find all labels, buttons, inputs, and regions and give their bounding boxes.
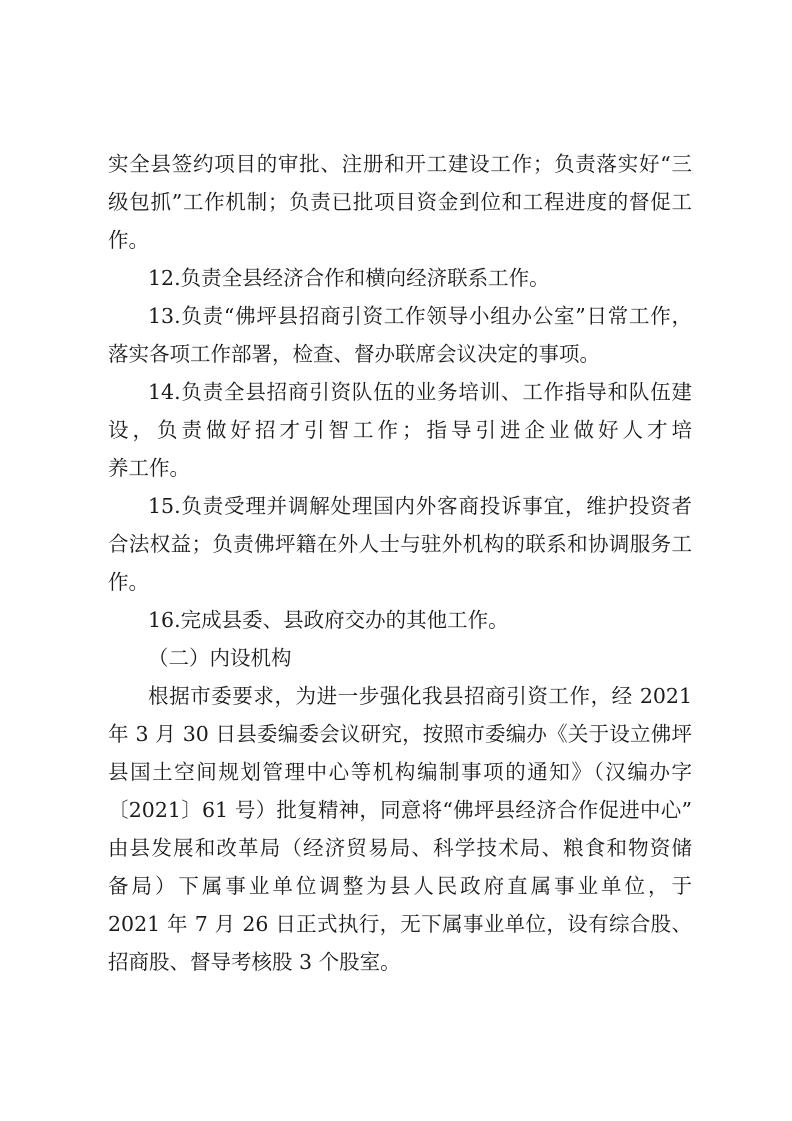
text-line: 养工作。 — [108, 456, 190, 480]
list-item-13: 13.负责“佛坪县招商引资工作领导小组办公室”日常工作， — [148, 304, 692, 328]
list-item-15: 15.负责受理并调解处理国内外客商投诉事宜，维护投资者 — [148, 494, 692, 518]
text-line: 设，负责做好招才引智工作；指导引进企业做好人才培 — [108, 418, 692, 442]
paragraph-line: 〔2021〕61 号）批复精神，同意将“佛坪县经济合作促进中心” — [108, 798, 692, 822]
paragraph-line: 2021 年 7 月 26 日正式执行，无下属事业单位，设有综合股、 — [108, 912, 692, 936]
list-item-14: 14.负责全县招商引资队伍的业务培训、工作指导和队伍建 — [148, 380, 692, 404]
paragraph-line: 县国土空间规划管理中心等机构编制事项的通知》（汉编办字 — [108, 760, 692, 784]
text-line: 作。 — [108, 570, 149, 594]
text-line: 落实各项工作部署，检查、督办联席会议决定的事项。 — [108, 342, 600, 366]
paragraph-line: 由县发展和改革局（经济贸易局、科学技术局、粮食和物资储 — [108, 836, 692, 860]
paragraph-line: 招商股、督导考核股 3 个股室。 — [108, 950, 401, 974]
section-heading: （二）内设机构 — [148, 646, 292, 670]
text-line: 级包抓”工作机制；负责已批项目资金到位和工程进度的督促工 — [108, 190, 692, 214]
paragraph-line: 备局）下属事业单位调整为县人民政府直属事业单位，于 — [108, 874, 692, 898]
text-line: 实全县签约项目的审批、注册和开工建设工作；负责落实好“三 — [108, 152, 692, 176]
paragraph-line: 年 3 月 30 日县委编委会议研究，按照市委编办《关于设立佛坪 — [108, 722, 692, 746]
list-item-12: 12.负责全县经济合作和横向经济联系工作。 — [148, 266, 550, 290]
text-line: 合法权益；负责佛坪籍在外人士与驻外机构的联系和协调服务工 — [108, 532, 692, 556]
paragraph-line: 根据市委要求，为进一步强化我县招商引资工作，经 2021 — [148, 684, 692, 708]
text-line: 作。 — [108, 228, 149, 252]
list-item-16: 16.完成县委、县政府交办的其他工作。 — [148, 608, 509, 632]
